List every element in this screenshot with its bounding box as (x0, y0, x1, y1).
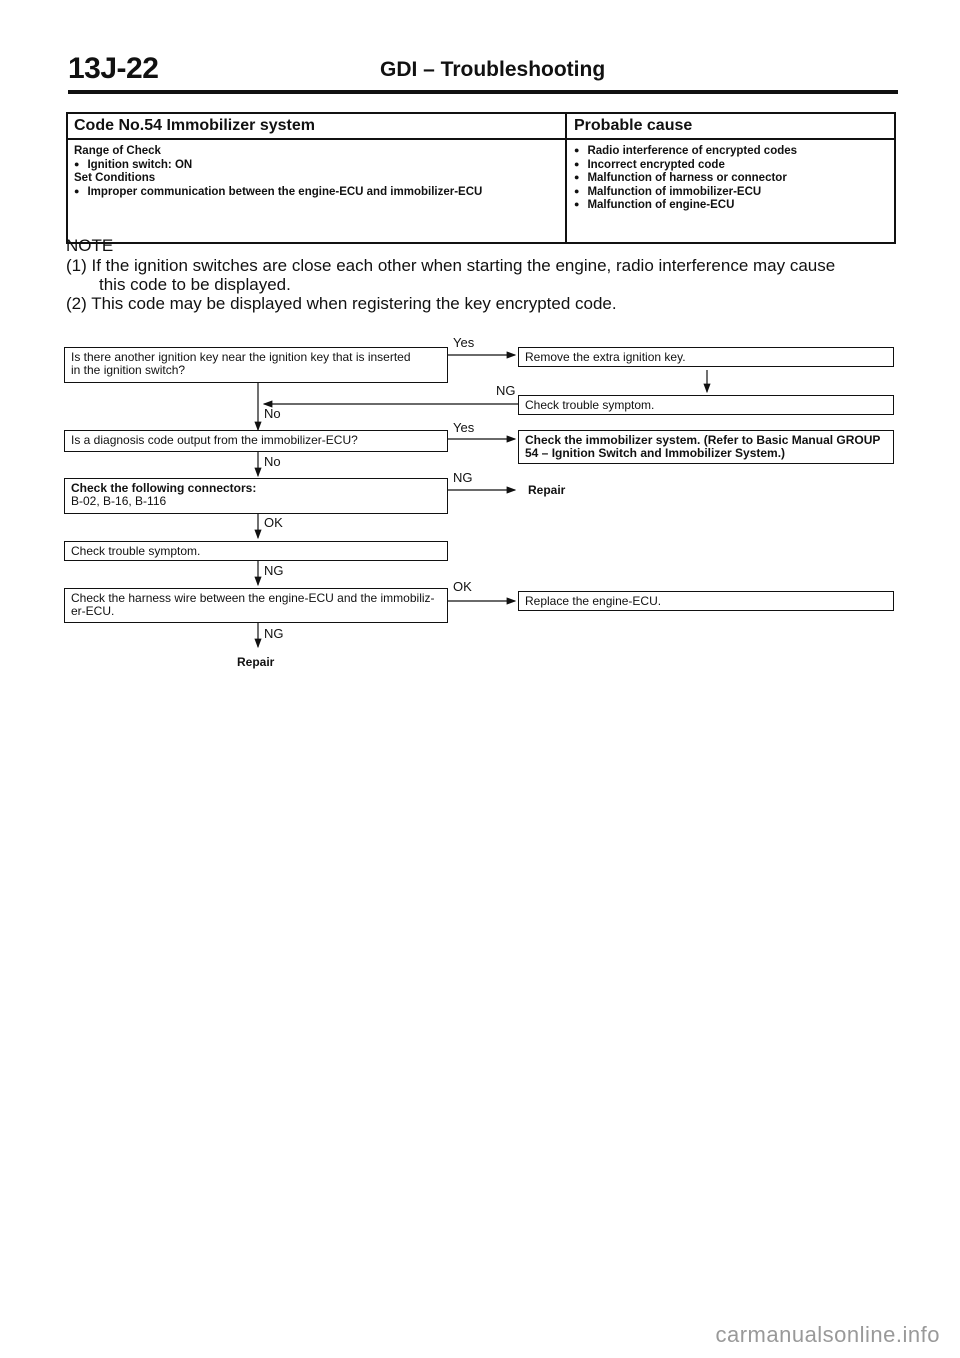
code-table-left-header: Code No.54 Immobilizer system (74, 117, 315, 134)
replace-engine-ecu-box (518, 591, 894, 611)
question-extra-key-line2: in the ignition switch? (71, 363, 186, 377)
check-immobilizer-line2: 54 – Ignition Switch and Immobilizer System.) (525, 446, 786, 460)
ok-label: OK (453, 579, 472, 594)
check-connectors-line1: Check the following connectors: (71, 481, 257, 495)
question-extra-key-line1: Is there another ignition key near the ignition key that is inserted (71, 350, 411, 364)
list-item: ● Malfunction of engine-ECU (574, 199, 797, 213)
list-item: Range of Check (74, 145, 161, 157)
check-immobilizer-line1: Check the immobilizer system. (Refer to Basic Manual GROUP (525, 433, 881, 447)
ng-label: NG (453, 470, 473, 485)
note-item-1: (1) If the ignition switches are close each other when starting the engine, radio interference may cause (66, 256, 836, 275)
check-immobilizer-box (518, 430, 894, 464)
check-symptom-text: Check trouble symptom. (525, 398, 655, 412)
check-connectors-line2: B-02, B-16, B-116 (71, 494, 167, 508)
ng-label: NG (264, 563, 284, 578)
check-harness-line1: Check the harness wire between the engine-ECU and the immobiliz- (71, 591, 435, 605)
watermark-text: carmanualsonline.info (715, 1322, 940, 1347)
note-heading: NOTE (66, 236, 114, 255)
check-connectors-box (64, 478, 448, 514)
check-symptom-text: Check trouble symptom. (71, 544, 201, 558)
yes-label: Yes (453, 420, 475, 435)
list-item: ● Incorrect encrypted code (574, 159, 797, 173)
no-label: No (264, 406, 281, 421)
note-item-2: (2) This code may be displayed when registering the key encrypted code. (66, 294, 617, 313)
list-item: ● Malfunction of immobilizer-ECU (574, 186, 797, 200)
check-harness-box (64, 588, 448, 623)
remove-extra-key-text: Remove the extra ignition key. (525, 350, 686, 364)
repair-result: Repair (237, 655, 275, 669)
page-title: GDI – Troubleshooting (380, 58, 606, 81)
list-item: ● Ignition switch: ON (74, 159, 482, 173)
question-diagnosis-code-text: Is a diagnosis code output from the immobilizer-ECU? (71, 433, 358, 447)
ok-label: OK (264, 515, 283, 530)
list-item: ● Improper communication between the engine-ECU and immobilizer-ECU (74, 186, 482, 200)
code-table-right-header: Probable cause (574, 117, 693, 134)
page-number: 13J-22 (68, 52, 159, 85)
check-symptom-box (64, 541, 448, 561)
list-item: ● Malfunction of harness or connector (574, 172, 797, 186)
no-label: No (264, 454, 281, 469)
list-item: ● Radio interference of encrypted codes (574, 145, 797, 159)
remove-extra-key-box (518, 347, 894, 367)
note-item-1-continuation: this code to be displayed. (99, 275, 291, 294)
check-harness-line2: er-ECU. (71, 604, 115, 618)
question-diagnosis-code-box (64, 430, 448, 452)
question-extra-key-box (64, 347, 448, 383)
ng-label: NG (264, 626, 284, 641)
ng-label: NG (496, 383, 516, 398)
repair-result: Repair (528, 483, 566, 497)
list-item: Set Conditions (74, 172, 156, 184)
yes-label: Yes (453, 335, 475, 350)
check-symptom-box (518, 395, 894, 415)
replace-engine-ecu-text: Replace the engine-ECU. (525, 594, 662, 608)
